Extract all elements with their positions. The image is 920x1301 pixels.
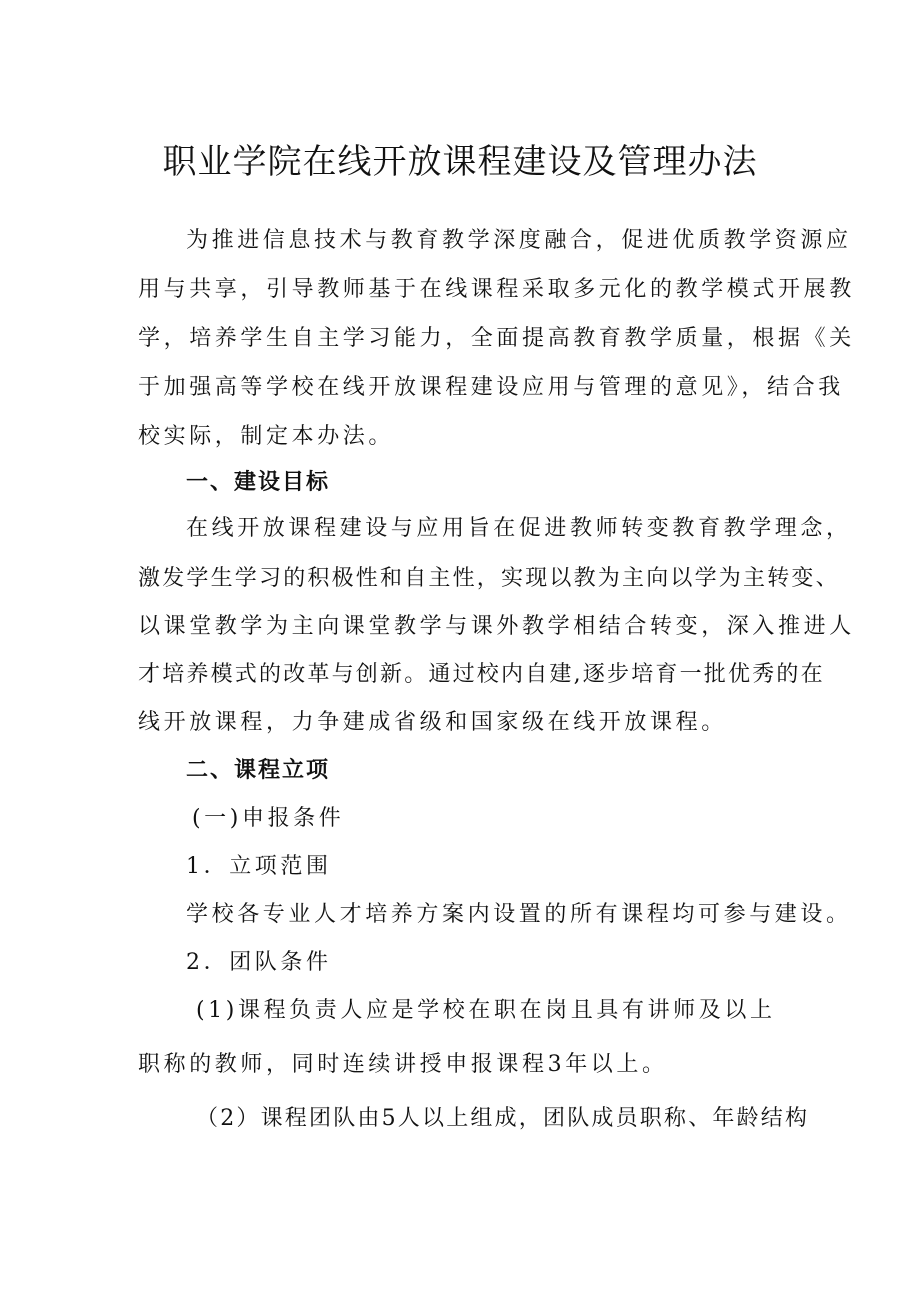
section1-line: 以课堂教学为主向课堂教学与课外教学相结合转变，深入推进人 xyxy=(138,614,855,639)
subsection-heading: (一)申报条件 xyxy=(192,806,345,831)
condition-2-line-1: （2）课程团队由5人以上组成，团队成员职称、年龄结构 xyxy=(196,1106,810,1131)
section1-line: 线开放课程，力争建成省级和国家级在线开放课程。 xyxy=(138,710,727,735)
section1-line: 才培养模式的改革与创新。通过校内自建,逐步培育一批优秀的在 xyxy=(138,662,825,687)
intro-line: 学，培养学生自主学习能力，全面提高教育教学质量，根据《关 xyxy=(138,326,855,351)
item-label-team: 2．团队条件 xyxy=(186,950,332,975)
section1-line: 在线开放课程建设与应用旨在促进教师转变教育教学理念， xyxy=(186,516,852,541)
intro-line: 校实际，制定本办法。 xyxy=(138,424,395,449)
intro-line: 为推进信息技术与教育教学深度融合，促进优质教学资源应 xyxy=(186,228,852,253)
section-heading-project: 二、课程立项 xyxy=(186,758,331,783)
condition-1-line-2: 职称的教师，同时连续讲授申报课程3年以上。 xyxy=(138,1052,668,1077)
item-label-scope: 1．立项范围 xyxy=(186,854,332,879)
section-heading-goals: 一、建设目标 xyxy=(186,470,331,495)
intro-line: 于加强高等学校在线开放课程建设应用与管理的意见》，结合我 xyxy=(138,375,844,400)
intro-line: 用与共享，引导教师基于在线课程采取多元化的教学模式开展教 xyxy=(138,277,855,302)
document-title: 职业学院在线开放课程建设及管理办法 xyxy=(162,142,758,182)
item-text-scope: 学校各专业人才培养方案内设置的所有课程均可参与建设。 xyxy=(186,902,852,927)
condition-1-line-1: (1)课程负责人应是学校在职在岗且具有讲师及以上 xyxy=(196,998,776,1023)
section1-line: 激发学生学习的积极性和自主性，实现以教为主向以学为主转变、 xyxy=(138,566,840,591)
